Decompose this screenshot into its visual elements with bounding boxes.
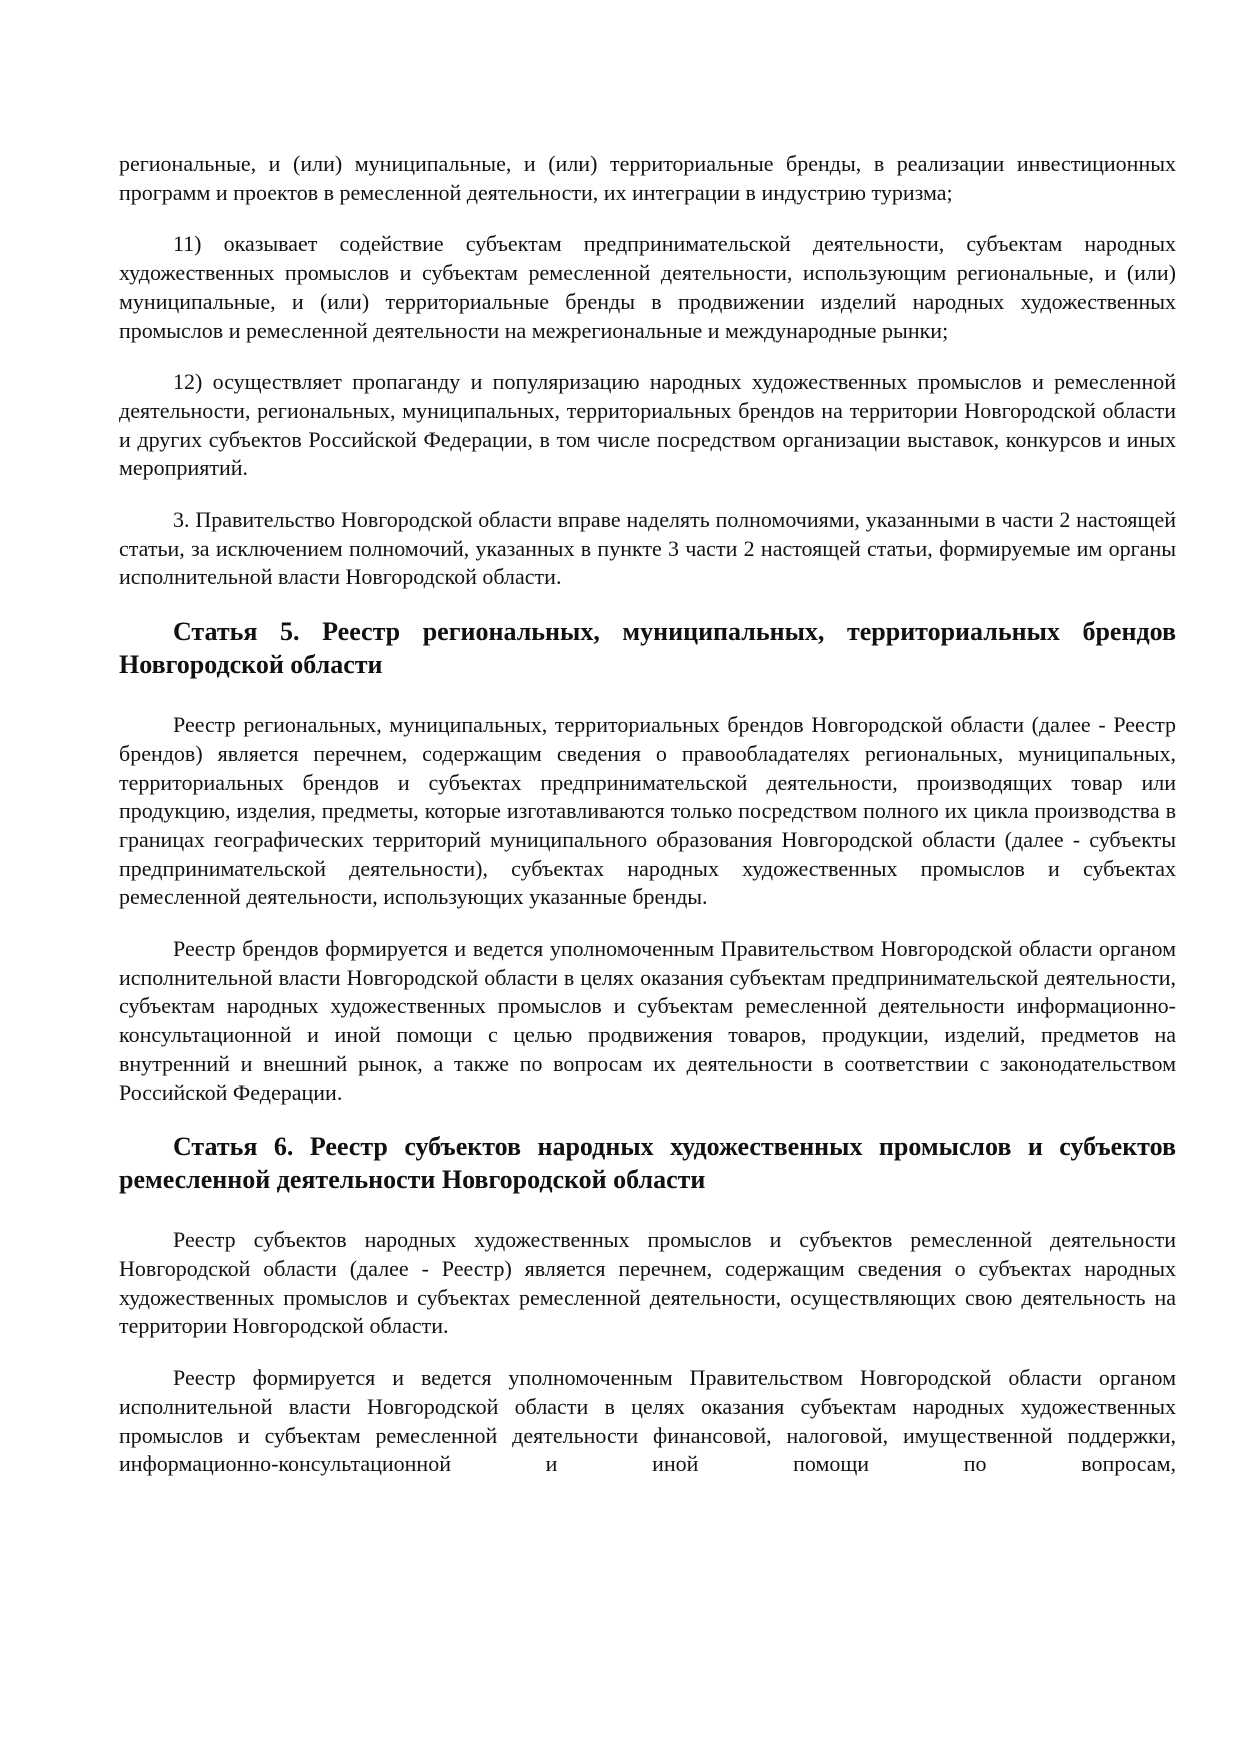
article-5-paragraph: Реестр брендов формируется и ведется уполномоченным Правительством Новгородской области органом исполнительной власти Новгородской области в целях оказания субъектам предпринимательской деятельности, субъектам народных художественных промыслов и субъектам ремесленной деятельности информационно-консультационной и иной помощи с целью продвижения товаров, продукции, изделий, предметов на внутренний и внешний рынок, а также по вопросам их деятельности в соответствии с законодательством Российской Федерации. [119,936,1176,1105]
document-page [119,150,1176,1502]
article-5-paragraph: Реестр региональных, муниципальных, территориальных брендов Новгородской области (далее - Реестр брендов) является перечнем, содержащим сведения о правообладателях региональных, муниципальных, территориальных брендов и субъектах предпринимательской деятельности, производящих товар или продукцию, изделия, предметы, которые изготавливаются только посредством полного их цикла производства в границах географических территорий муниципального образования Новгородской области (далее - субъекты предпринимательской деятельности), субъектах народных художественных промыслов и субъектах ремесленной деятельности, использующих указанные бренды. [119,712,1176,910]
paragraph-part-3: 3. Правительство Новгородской области вправе наделять полномочиями, указанными в части 2 настоящей статьи, за исключением полномочий, указанных в пункте 3 части 2 настоящей статьи, формируемые им органы исполнительной власти Новгородской области. [119,507,1176,590]
article-6-heading: Статья 6. Реестр субъектов народных художественных промыслов и субъектов ремесленной деятельности Новгородской области [119,1132,1176,1195]
paragraph-item-11: 11) оказывает содействие субъектам предпринимательской деятельности, субъектам народных художественных промыслов и субъектам ремесленной деятельности, использующим региональные, и (или) муниципальные, и (или) территориальные бренды в продвижении изделий народных художественных промыслов и ремесленной деятельности на межрегиональные и международные рынки; [119,231,1176,343]
paragraph-continuation: региональные, и (или) муниципальные, и (или) территориальные бренды, в реализации инвестиционных программ и проектов в ремесленной деятельности, их интеграции в индустрию туризма; [119,151,1176,205]
paragraph-item-12: 12) осуществляет пропаганду и популяризацию народных художественных промыслов и ремесленной деятельности, региональных, муниципальных, территориальных брендов на территории Новгородской области и других субъектов Российской Федерации, в том числе посредством организации выставок, конкурсов и иных мероприятий. [119,369,1176,481]
article-6-paragraph: Реестр формируется и ведется уполномоченным Правительством Новгородской области органом исполнительной власти Новгородской области в целях оказания субъектам народных художественных промыслов и субъектам ремесленной деятельности финансовой, налоговой, имущественной поддержки, информационно-консультационной и иной помощи по вопросам, [119,1365,1176,1477]
article-5-heading: Статья 5. Реестр региональных, муниципальных, территориальных брендов Новгородской области [119,617,1176,680]
article-6-paragraph: Реестр субъектов народных художественных промыслов и субъектов ремесленной деятельности Новгородской области (далее - Реестр) является перечнем, содержащим сведения о субъектах народных художественных промыслов и субъектах ремесленной деятельности, осуществляющих свою деятельность на территории Новгородской области. [119,1227,1176,1339]
